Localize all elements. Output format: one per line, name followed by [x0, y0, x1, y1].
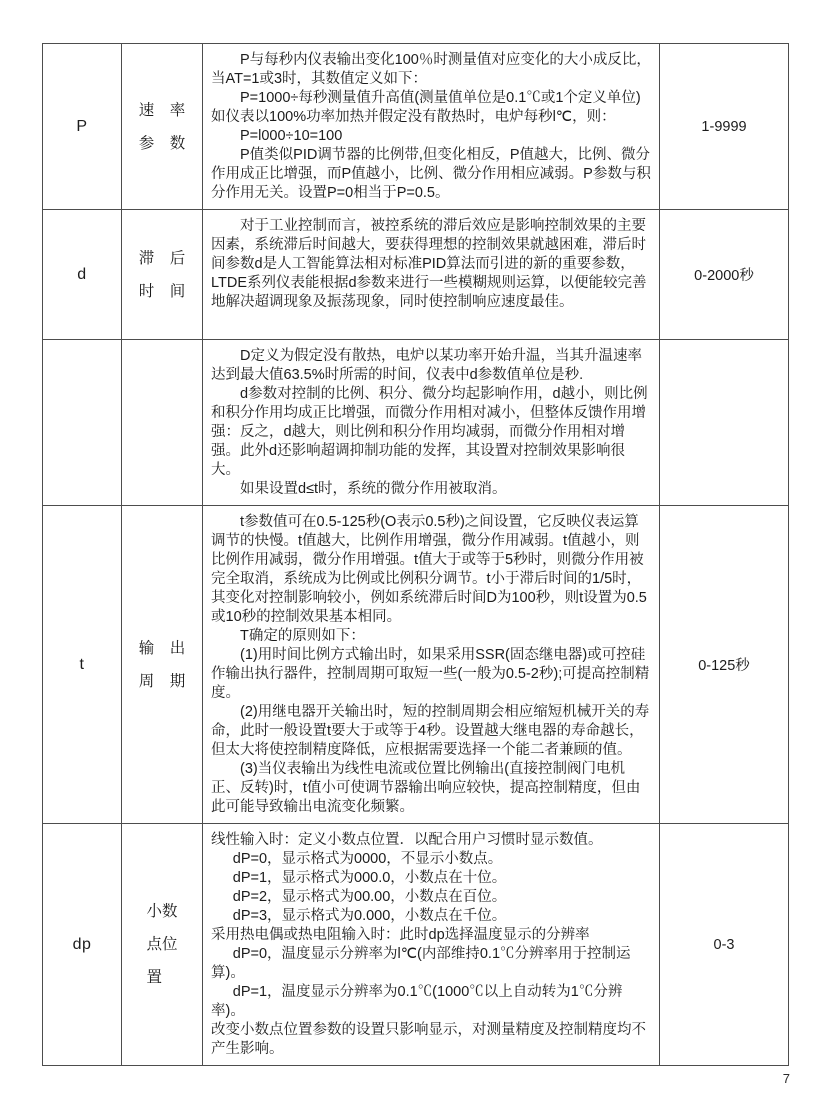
param-name [122, 44, 203, 210]
description-paragraph: (2)用继电器开关输出时，短的控制周期会相应缩短机械开关的寿命，此时一般设置t要大于或等于4秒。设置越大继电器的寿命越长，但太大将使控制精度降低，应根据需要选择一个能二者兼顾的值。 [211, 704, 650, 758]
description-paragraph: 如果设置d≤t时，系统的微分作用被取消。 [240, 481, 507, 497]
description-paragraph: (1)用时间比例方式输出时，如果采用SSR(固态继电器)或可控硅作输出执行器件，控制周期可取短一些(一般为0.5-2秒);可提高控制精度。 [211, 647, 650, 701]
param-description [203, 44, 660, 210]
description-paragraph: T确定的原则如下： [240, 628, 365, 644]
param-name-line: 点位 [146, 936, 178, 953]
description-paragraph: dP=0，显示格式为0000，不显示小数点。 [232, 851, 503, 867]
description-paragraph: dP=3，显示格式为0.000，小数点在千位。 [232, 908, 507, 924]
param-name [122, 340, 203, 506]
param-name-block [139, 242, 186, 308]
param-name-line: 输 出 [138, 639, 186, 657]
param-name [122, 210, 203, 340]
param-description [203, 824, 660, 1066]
param-description [203, 506, 660, 824]
param-name-line: 时 间 [138, 282, 186, 300]
param-range [660, 340, 789, 506]
param-range: 1-9999 [660, 44, 789, 210]
param-symbol: dp [43, 824, 122, 1066]
param-symbol: t [43, 506, 122, 824]
description-paragraph: dP=1，温度显示分辨率为0.1℃(1000℃以上自动转为1℃分辨率)。 [211, 984, 623, 1019]
param-range: 0-3 [660, 824, 789, 1066]
parameter-table [42, 43, 789, 1066]
param-name-line: 小数 [146, 903, 178, 920]
parameter-table-body [43, 44, 789, 1066]
description-paragraph: P与每秒内仪表输出变化100％时测量值对应变化的大小成反比，当AT=1或3时，其数值定义如下： [211, 52, 651, 87]
description-paragraph: 线性输入时：定义小数点位置．以配合用户习惯时显示数值。 [211, 832, 603, 848]
description-paragraph: dP=2，显示格式为00.00，小数点在百位。 [232, 889, 507, 905]
param-name-line: 速 率 [138, 101, 186, 119]
description-paragraph: D定义为假定没有散热，电炉以某功率开始升温，当其升温速率达到最大值63.5%时所需的时间，仪表中d参数值单位是秒. [211, 348, 642, 383]
table-row [43, 824, 789, 1066]
param-symbol: P [43, 44, 122, 210]
param-description [203, 210, 660, 340]
param-range: 0-125秒 [660, 506, 789, 824]
description-paragraph: P值类似PID调节器的比例带,但变化相反，P值越大，比例、微分作用成正比增强，而P值越小，比例、微分作用相应减弱。P参数与积分作用无关。设置P=0相当于P=0.5。 [211, 147, 651, 201]
param-name-line: 参 数 [138, 134, 186, 152]
param-range: 0-2000秒 [660, 210, 789, 340]
description-paragraph: 采用热电偶或热电阻输入时：此时dp选择温度显示的分辨率 [211, 927, 590, 943]
param-name-block [146, 895, 177, 994]
description-paragraph: (3)当仪表输出为线性电流或位置比例输出(直接控制阀门电机正、反转)时，t值小可使调节器输出响应较快，提高控制精度，但由此可能导致输出电流变化频繁。 [211, 761, 641, 815]
description-paragraph: d参数对控制的比例、积分、微分均起影响作用，d越小，则比例和积分作用均成正比增强，而微分作用相对减小，但整体反馈作用增强：反之，d越大，则比例和积分作用均减弱，而微分作用相对增强。此外d还影响超调抑制功能的发挥，其设置对控制效果影响很大。 [211, 386, 648, 478]
param-name-line: 置 [146, 969, 162, 986]
param-name-line: 滞 后 [138, 249, 186, 267]
description-paragraph: dP=0，温度显示分辨率为l℃(内部维持0.1℃分辨率用于控制运算)。 [211, 946, 631, 981]
description-paragraph: dP=1，显示格式为000.0，小数点在十位。 [232, 870, 507, 886]
description-paragraph: 对于工业控制而言，被控系统的滞后效应是影响控制效果的主要因素，系统滞后时间越大，要获得理想的控制效果就越困难，滞后时间参数d是人工智能算法相对标准PID算法而引进的新的重要参数，LTDE系列仪表能根据d参数来进行一些模糊规则运算，以便能较完善地解决超调现象及振荡现象，同时使控制响应速度最佳。 [211, 218, 647, 310]
param-name-line: 周 期 [138, 672, 186, 690]
description-paragraph: P=1000÷每秒测量值升高值(测量值单位是0.1℃或1个定义单位)如仪表以100%功率加热并假定没有散热时，电炉每秒l℃，则： [211, 90, 641, 125]
page-number: 7 [782, 1071, 790, 1086]
table-row [43, 340, 789, 506]
table-row [43, 44, 789, 210]
table-row [43, 506, 789, 824]
param-name-block [139, 632, 186, 698]
param-name [122, 824, 203, 1066]
param-symbol: d [43, 210, 122, 340]
param-symbol [43, 340, 122, 506]
param-description [203, 340, 660, 506]
table-row [43, 210, 789, 340]
description-paragraph: 改变小数点位置参数的设置只影响显示，对测量精度及控制精度均不产生影响。 [211, 1022, 646, 1057]
param-name-block [139, 94, 186, 160]
param-name [122, 506, 203, 824]
description-paragraph: t参数值可在0.5-125秒(O表示0.5秒)之间设置，它反映仪表运算调节的快慢。t值越大，比例作用增强，微分作用减弱。t值越小，则比例作用减弱，微分作用增强。t值大于或等于5秒时，则微分作用被完全取消，系统成为比例或比例积分调节。t小于滞后时间的1/5时，其变化对控制影响较小，例如系统滞后时间D为100秒，则t设置为0.5或10秒的控制效果基本相同。 [211, 514, 647, 625]
description-paragraph: P=l000÷10=100 [240, 128, 343, 144]
